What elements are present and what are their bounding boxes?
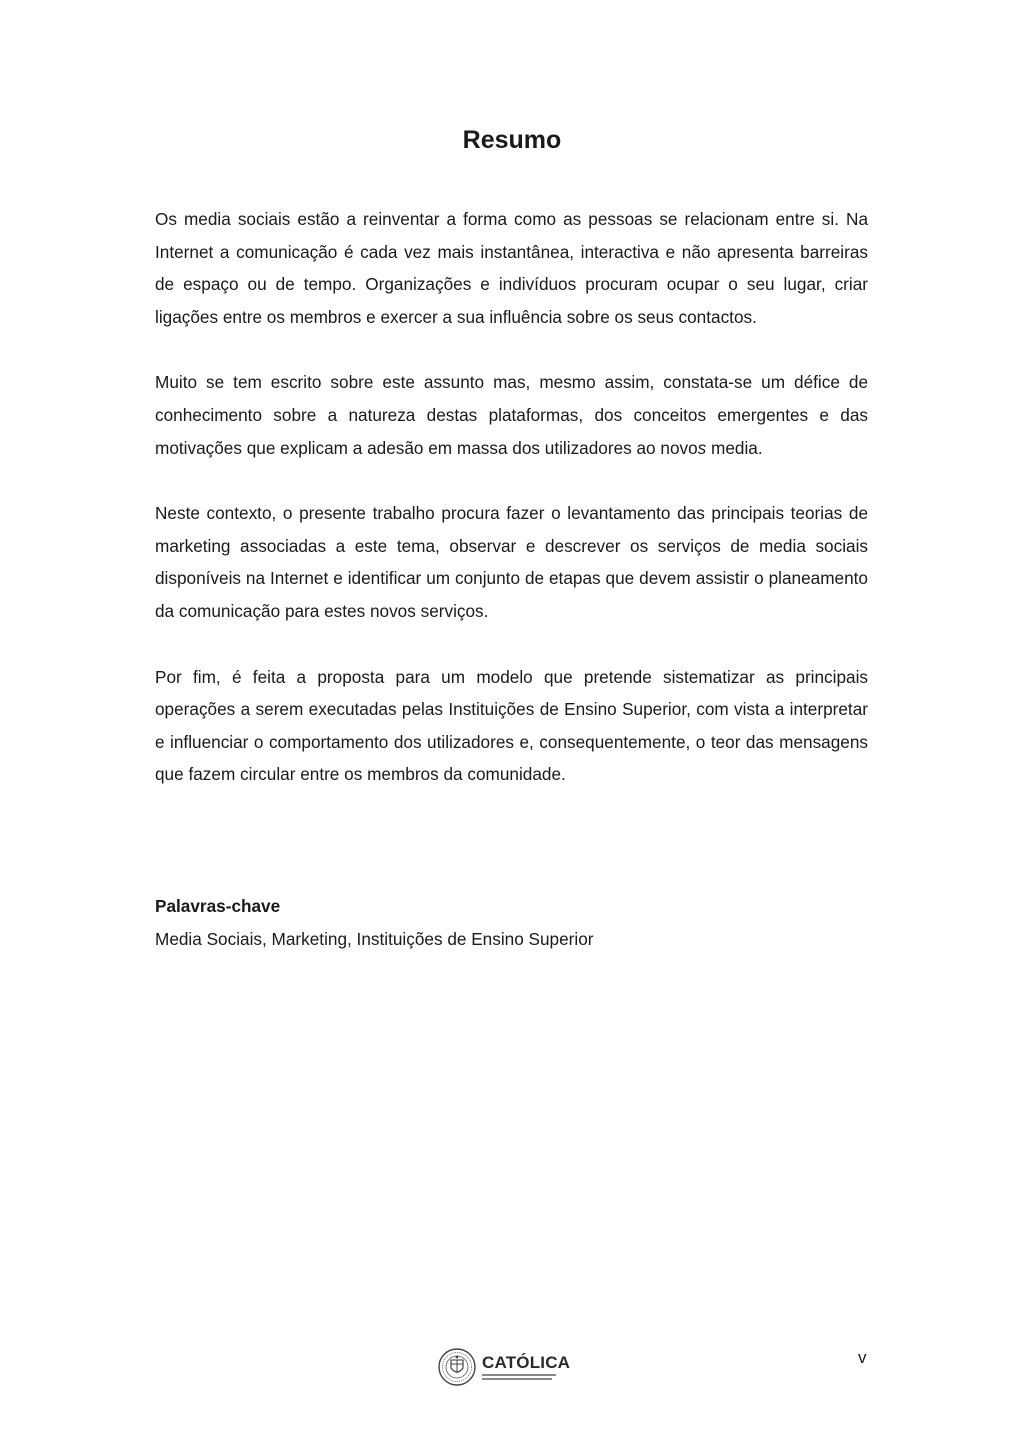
keywords-list: Media Sociais, Marketing, Instituições de Ensino Superior xyxy=(155,928,594,949)
logo-subtitle-line-2 xyxy=(482,1378,552,1380)
catolica-logo xyxy=(438,1344,588,1390)
abstract-body xyxy=(155,203,868,824)
page-title: Resumo xyxy=(462,126,562,154)
keywords-heading: Palavras-chave xyxy=(155,896,281,916)
paragraph-3: Neste contexto, o presente trabalho procura fazer o levantamento das principais teorias de marketing associadas a este tema, observar e descrever os serviços de media sociais disponíveis na Internet e identificar um conjunto de etapas que devem assistir o planeamento da comunicação para estes novos serviços. xyxy=(155,503,868,621)
paragraph-2-end: media. xyxy=(706,437,763,458)
paragraph-2-text: Muito se tem escrito sobre este assunto mas, mesmo assim, constata-se um défice de conhecimento sobre a natureza destas plataformas, dos conceitos emergentes e das motivações que explicam a adesão em massa dos utilizadores ao novo xyxy=(155,372,868,458)
logo-subtitle-line-1 xyxy=(482,1374,556,1376)
university-seal-icon xyxy=(438,1348,476,1386)
page-number: v xyxy=(858,1348,867,1367)
paragraph-4: Por fim, é feita a proposta para um modelo que pretende sistematizar as principais operações a serem executadas pelas Instituições de Ensino Superior, com vista a interpretar e influenciar o comportamento dos utilizadores e, consequentemente, o teor das mensagens que fazem circular entre os membros da comunidade. xyxy=(155,666,868,785)
paragraph-1: Os media sociais estão a reinventar a forma como as pessoas se relacionam entre si. Na Internet a comunicação é cada vez mais instantânea, interactiva e não apresenta barreiras de espaço ou de tempo. Organizações e indivíduos procuram ocupar o seu lugar, criar ligações entre os membros e exercer a sua influência sobre os seus contactos. xyxy=(155,209,868,327)
paragraph-2 xyxy=(155,366,868,464)
paragraph-2-italic: s xyxy=(697,437,707,458)
logo-wordmark: CATÓLICA xyxy=(482,1353,571,1372)
keywords-section xyxy=(155,890,868,955)
logo-text xyxy=(482,1354,570,1380)
